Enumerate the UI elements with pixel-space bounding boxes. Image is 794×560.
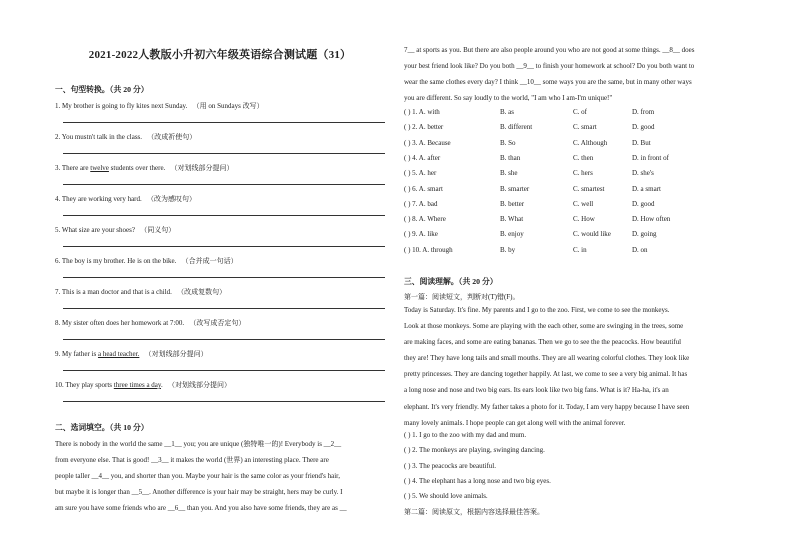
option-row-3 — [404, 139, 768, 150]
question-text: 4. They are working very hard. — [55, 195, 142, 203]
tf-question-1: ( ) 1. I go to the zoo with my dad and mum. — [404, 431, 527, 439]
option-C: C. would like — [573, 230, 611, 239]
tf-question-5: ( ) 5. We should love animals. — [404, 492, 488, 501]
question-text: 6. The boy is my brother. He is on the bike. — [55, 257, 177, 265]
option-A: ( ) 8. A. Where — [404, 215, 446, 224]
passage-line: from everyone else. That is good! __3__ it makes the world (世界) an interesting place. There are — [55, 456, 329, 465]
option-D: D. she's — [632, 169, 654, 178]
question-instruction: （改为感叹句） — [147, 195, 197, 203]
section2-heading: 二、选词填空。（共 10 分） — [55, 423, 149, 432]
reading-line: Today is Saturday. It's fine. My parents and I go to the zoo. First, we come to see the monkeys. — [404, 306, 670, 314]
passage-line: your best friend look like? Do you both __9__ to finish your homework at school? Do you both want to — [404, 62, 695, 71]
option-D: D. going — [632, 230, 657, 239]
question-text: 5. What size are your shoes? — [55, 226, 135, 234]
option-D: D. from — [632, 108, 655, 116]
passage-line: There is nobody in the world the same __1__ you; you are unique (独特唯一的)! Everybody is __2__ — [55, 440, 342, 448]
option-A: ( ) 4. A. after — [404, 153, 441, 162]
option-row-9 — [404, 230, 768, 241]
question-3 — [55, 163, 234, 173]
option-C: C. hers — [573, 169, 593, 178]
option-C: C. Although — [573, 138, 608, 147]
reading-line: a long nose and nose and two big ears. Its ears look like two big fans. What is it? Ha-ha, it's an — [404, 386, 669, 395]
option-B: B. different — [500, 123, 533, 132]
tf-question-2: ( ) 2. The monkeys are playing, swinging dancing. — [404, 446, 545, 455]
question-underlined: three times a day — [113, 381, 161, 389]
option-C: C. in — [573, 245, 587, 254]
option-C: C. smartest — [573, 184, 605, 193]
option-A: ( ) 6. A. smart — [404, 184, 443, 193]
answer-line — [63, 370, 385, 371]
question-5 — [55, 225, 175, 235]
question-7 — [55, 287, 226, 297]
option-row-6 — [404, 185, 768, 196]
option-B: B. by — [500, 245, 516, 254]
reading-line: elephant. It's very friendly. My father takes a photo for it. Today, I am very happy because I have seen — [404, 402, 690, 411]
question-text: 2. You mustn't talk in the class. — [55, 133, 143, 141]
section2-passage-right — [404, 42, 768, 106]
option-A: ( ) 5. A. her — [404, 169, 437, 178]
answer-line — [63, 184, 385, 185]
question-text-post: . — [160, 381, 163, 389]
option-row-7 — [404, 200, 768, 211]
question-instruction: （改成祈使句） — [147, 133, 197, 141]
question-8 — [55, 318, 245, 328]
passage-line: wear the same clothes every day? I think __10__ some ways you are the same, but in many other ways — [404, 78, 692, 87]
page-title: 2021-2022人教版小升初六年级英语综合测试题（31） — [88, 49, 352, 61]
question-instruction: （同义句） — [140, 226, 176, 234]
reading-line: they are! They have long tails and small mouths. They are all wearing colorful clothes. They look like — [404, 354, 690, 363]
question-text: 7. This is a man doctor and that is a child. — [55, 288, 172, 296]
option-B: B. she — [500, 169, 518, 178]
reading-line: many lovely animals. I hope people can get along well with the animal forever. — [404, 418, 626, 427]
reading-line: are making faces, and some are eating bananas. Then we go to see the the peacocks. How beautiful — [404, 338, 682, 347]
question-6 — [55, 256, 238, 266]
option-row-1 — [404, 108, 768, 119]
section2-passage-left — [55, 436, 385, 516]
option-D: D. But — [632, 138, 651, 147]
answer-line — [63, 339, 385, 340]
question-instruction: （对划线部分提问） — [167, 381, 231, 389]
question-instruction: （改写成否定句） — [189, 319, 246, 327]
question-instruction: （用 on Sundays 改写） — [192, 102, 264, 110]
question-text: 10. They play sports — [55, 381, 114, 389]
question-instruction: （改成复数句） — [177, 288, 227, 296]
passage-line: you are different. So say loudly to the world, "I am who I am-I'm unique!" — [404, 94, 613, 103]
section3-part2-heading: 第二篇：阅读原文，根据内容选择最佳答案。 — [404, 508, 544, 516]
question-4 — [55, 194, 196, 204]
option-A: ( ) 9. A. like — [404, 230, 438, 239]
question-text: 3. There are — [55, 164, 91, 172]
passage-line: 7__ at sports as you. But there are also people around you who are not good at some things. __8__ does — [404, 46, 695, 54]
option-D: D. in front of — [632, 153, 669, 162]
option-B: B. What — [500, 215, 524, 224]
answer-line — [63, 401, 385, 402]
answer-line — [63, 277, 385, 278]
question-text: 1. My brother is going to fly kites next Sunday. — [55, 102, 188, 110]
reading-line: Look at those monkeys. Some are playing with the each other, some are swinging in the trees, some — [404, 322, 684, 331]
question-2 — [55, 132, 196, 142]
question-1 — [55, 101, 264, 111]
option-C: C. well — [573, 199, 594, 208]
option-D: D. good — [632, 123, 655, 132]
option-B: B. enjoy — [500, 230, 524, 239]
question-9 — [55, 349, 208, 359]
option-row-8 — [404, 215, 768, 226]
passage-line: people taller __4__ you, and shorter than you. Maybe your hair is the same color as your friend's hair, — [55, 472, 340, 481]
tf-question-4: ( ) 4. The elephant has a long nose and two big eyes. — [404, 476, 551, 485]
option-C: C. smart — [573, 123, 597, 132]
section3-part1-heading: 第一篇：阅读短文，判断对(T)错(F)。 — [404, 293, 520, 301]
option-B: B. better — [500, 199, 525, 208]
option-B: B. as — [500, 108, 514, 116]
question-underlined: a head teacher. — [97, 350, 140, 358]
option-C: C. How — [573, 215, 595, 224]
option-B: B. So — [500, 138, 516, 147]
option-D: D. on — [632, 245, 648, 254]
option-row-4 — [404, 154, 768, 165]
option-A: ( ) 10. A. through — [404, 245, 453, 254]
option-row-10 — [404, 246, 768, 257]
reading-line: pretty princesses. They are dancing together happily. At last, we come to see a very big animal. It has — [404, 370, 688, 379]
option-C: C. then — [573, 153, 594, 162]
question-text-post: students over there. — [108, 164, 166, 172]
answer-line — [63, 215, 385, 216]
section1-heading: 一、句型转换。（共 20 分） — [55, 85, 149, 94]
option-D: D. good — [632, 199, 655, 208]
answer-line — [63, 122, 385, 123]
question-text: 9. My father is — [55, 350, 98, 358]
tf-question-3: ( ) 3. The peacocks are beautiful. — [404, 461, 496, 470]
option-D: D. How often — [632, 215, 671, 224]
passage-line: am sure you have some friends who are __6__ than you. And you also have some friends, they are as __ — [55, 504, 347, 513]
passage-line: but maybe it is longer than __5__. Another difference is your hair may be straight, hers may be curly. I — [55, 488, 343, 497]
section3-heading: 三、阅读理解。（共 20 分） — [404, 277, 498, 286]
option-row-2 — [404, 123, 768, 134]
question-10 — [55, 380, 231, 390]
question-instruction: （对划线部分提问） — [170, 164, 234, 172]
answer-line — [63, 308, 385, 309]
option-A: ( ) 3. A. Because — [404, 138, 451, 147]
option-B: B. than — [500, 153, 521, 162]
question-underlined: twelve — [90, 164, 109, 172]
option-A: ( ) 7. A. bad — [404, 199, 438, 208]
option-D: D. a smart — [632, 184, 661, 193]
option-A: ( ) 2. A. better — [404, 123, 444, 132]
question-text: 8. My sister often does her homework at 7:00. — [55, 319, 185, 327]
option-B: B. smarter — [500, 184, 530, 193]
reading-passage — [404, 302, 768, 431]
option-C: C. of — [573, 108, 587, 116]
answer-line — [63, 153, 385, 154]
answer-line — [63, 246, 385, 247]
option-row-5 — [404, 169, 768, 180]
option-A: ( ) 1. A. with — [404, 108, 440, 116]
question-instruction: （对划线部分提问） — [144, 350, 208, 358]
question-instruction: （合并成一句话） — [181, 257, 238, 265]
